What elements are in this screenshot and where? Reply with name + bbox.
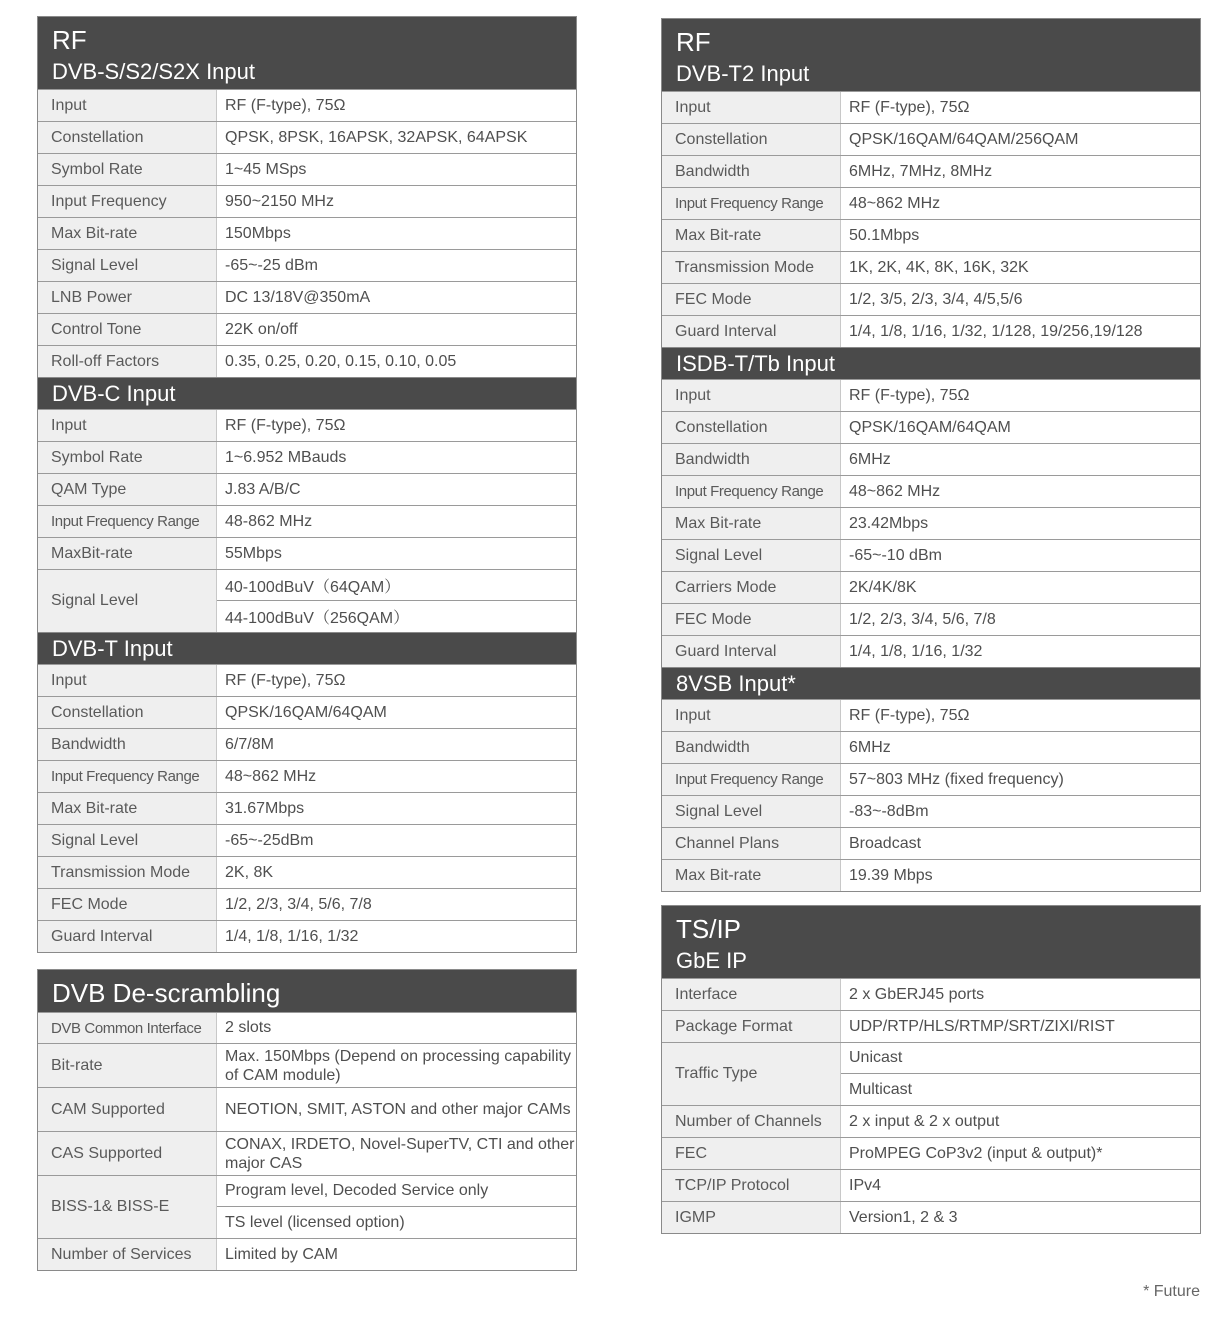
row-value: 48~862 MHz xyxy=(840,188,1200,219)
row-values xyxy=(216,1176,576,1238)
row-label: Control Tone xyxy=(38,314,216,345)
table-row xyxy=(662,1105,1200,1137)
table-row xyxy=(662,187,1200,219)
table-row xyxy=(38,153,576,185)
row-value: 31.67Mbps xyxy=(216,793,576,824)
table-row xyxy=(662,1201,1200,1233)
row-label: Number of Channels xyxy=(662,1106,840,1137)
row-value: CONAX, IRDETO, Novel-SuperTV, CTI and other major CAS xyxy=(216,1132,576,1175)
table-row xyxy=(662,859,1200,891)
row-label: DVB Common Interface xyxy=(38,1013,216,1043)
dvb-t-rows xyxy=(38,664,576,952)
row-label: Transmission Mode xyxy=(38,857,216,888)
row-value: -65~-25 dBm xyxy=(216,250,576,281)
table-row xyxy=(38,249,576,281)
rf-left-table xyxy=(37,16,577,953)
row-label: Max Bit-rate xyxy=(662,508,840,539)
table-row xyxy=(662,763,1200,795)
row-label: Bit-rate xyxy=(38,1044,216,1087)
row-value: UDP/RTP/HLS/RTMP/SRT/ZIXI/RIST xyxy=(840,1011,1200,1042)
traffic-type-values xyxy=(840,1043,1200,1105)
row-label: Symbol Rate xyxy=(38,442,216,473)
row-label: Package Format xyxy=(662,1011,840,1042)
row-value: -83~-8dBm xyxy=(840,796,1200,827)
table-row xyxy=(662,1042,1200,1105)
row-value: -65~-10 dBm xyxy=(840,540,1200,571)
row-value: 150Mbps xyxy=(216,218,576,249)
row-value: 6MHz xyxy=(840,732,1200,763)
row-label: Input xyxy=(662,700,840,731)
row-label: FEC Mode xyxy=(38,889,216,920)
row-value: 1K, 2K, 4K, 8K, 16K, 32K xyxy=(840,252,1200,283)
row-label: IGMP xyxy=(662,1202,840,1233)
table-row xyxy=(38,1012,576,1043)
row-label: FEC xyxy=(662,1138,840,1169)
row-value: QPSK, 8PSK, 16APSK, 32APSK, 64APSK xyxy=(216,122,576,153)
table-row xyxy=(38,728,576,760)
row-label: Symbol Rate xyxy=(38,154,216,185)
row-value: 57~803 MHz (fixed frequency) xyxy=(840,764,1200,795)
table-row xyxy=(662,219,1200,251)
row-value: 1/2, 3/5, 2/3, 3/4, 4/5,5/6 xyxy=(840,284,1200,315)
row-label: Max Bit-rate xyxy=(662,220,840,251)
table-row xyxy=(38,473,576,505)
row-value: DC 13/18V@350mA xyxy=(216,282,576,313)
row-value: 48-862 MHz xyxy=(216,506,576,537)
descrambling-title: DVB De-scrambling xyxy=(38,970,576,1012)
row-value: RF (F-type), 75Ω xyxy=(840,92,1200,123)
row-label: Constellation xyxy=(38,122,216,153)
signal-level-value: 40-100dBuV（64QAM） xyxy=(225,578,401,596)
row-value: 1/4, 1/8, 1/16, 1/32, 1/128, 19/256,19/128 xyxy=(840,316,1200,347)
rf-header xyxy=(38,17,576,89)
row-value: ProMPEG CoP3v2 (input & output)* xyxy=(840,1138,1200,1169)
table-row xyxy=(662,978,1200,1010)
table-row xyxy=(38,281,576,313)
table-row xyxy=(38,664,576,696)
table-row xyxy=(38,1087,576,1131)
dvb-s-rows xyxy=(38,89,576,377)
row-value: 2K/4K/8K xyxy=(840,572,1200,603)
table-row xyxy=(38,121,576,153)
table-row xyxy=(38,1043,576,1087)
8vsb-rows xyxy=(662,699,1200,891)
row-label: Transmission Mode xyxy=(662,252,840,283)
dvb-s-section-title: DVB-S/S2/S2X Input xyxy=(52,59,255,84)
row-value: 950~2150 MHz xyxy=(216,186,576,217)
row-label: Guard Interval xyxy=(662,316,840,347)
row-value: 1~6.952 MBauds xyxy=(216,442,576,473)
table-row xyxy=(38,888,576,920)
row-value: 1/2, 2/3, 3/4, 5/6, 7/8 xyxy=(840,604,1200,635)
dvb-t-section-title: DVB-T Input xyxy=(38,632,576,664)
table-row xyxy=(662,91,1200,123)
row-label: Input Frequency Range xyxy=(38,761,216,792)
dvb-t2-section-title: DVB-T2 Input xyxy=(676,61,810,86)
isdb-section-title: ISDB-T/Tb Input xyxy=(662,347,1200,379)
table-row xyxy=(662,443,1200,475)
rf-title: RF xyxy=(52,25,87,55)
gbe-rows-more xyxy=(662,1105,1200,1233)
row-value: 0.35, 0.25, 0.20, 0.15, 0.10, 0.05 xyxy=(216,346,576,377)
row-label: Channel Plans xyxy=(662,828,840,859)
row-label: MaxBit-rate xyxy=(38,538,216,569)
table-row xyxy=(662,251,1200,283)
row-label: Constellation xyxy=(662,124,840,155)
row-label: Interface xyxy=(662,979,840,1010)
row-value: RF (F-type), 75Ω xyxy=(216,410,576,441)
traffic-type-value: Multicast xyxy=(841,1073,1200,1105)
table-row xyxy=(38,313,576,345)
dvb-c-rows xyxy=(38,409,576,569)
row-value: 2 x GbERJ45 ports xyxy=(840,979,1200,1010)
row-value: RF (F-type), 75Ω xyxy=(840,380,1200,411)
row-label: Input Frequency Range xyxy=(662,188,840,219)
row-label: CAM Supported xyxy=(38,1088,216,1131)
table-row xyxy=(662,827,1200,859)
row-value: J.83 A/B/C xyxy=(216,474,576,505)
table-row xyxy=(662,283,1200,315)
table-row xyxy=(38,856,576,888)
table-row xyxy=(38,1175,576,1238)
row-label: Bandwidth xyxy=(662,156,840,187)
footnote: * Future xyxy=(1143,1283,1200,1300)
tsip-header xyxy=(662,906,1200,978)
rf-right-table xyxy=(661,18,1201,892)
table-row xyxy=(662,155,1200,187)
row-value: 48~862 MHz xyxy=(216,761,576,792)
table-row xyxy=(662,507,1200,539)
row-label: Input xyxy=(38,665,216,696)
row-label: BISS-1& BISS-E xyxy=(38,1176,216,1238)
row-value: 6/7/8M xyxy=(216,729,576,760)
rf-header xyxy=(662,19,1200,91)
row-value: Version1, 2 & 3 xyxy=(840,1202,1200,1233)
signal-level-label: Signal Level xyxy=(38,570,216,632)
row-label: Max Bit-rate xyxy=(38,793,216,824)
traffic-type-value: Unicast xyxy=(849,1049,903,1066)
row-value: 1/2, 2/3, 3/4, 5/6, 7/8 xyxy=(216,889,576,920)
table-row xyxy=(662,123,1200,155)
row-label: Bandwidth xyxy=(38,729,216,760)
row-value: Program level, Decoded Service only xyxy=(225,1182,489,1199)
row-value: IPv4 xyxy=(840,1170,1200,1201)
table-row xyxy=(38,824,576,856)
row-label: Constellation xyxy=(662,412,840,443)
table-row xyxy=(38,89,576,121)
row-value: Limited by CAM xyxy=(216,1239,576,1270)
row-value: Max. 150Mbps (Depend on processing capability of CAM module) xyxy=(216,1044,576,1087)
table-row xyxy=(38,1238,576,1270)
signal-level-value: 44-100dBuV（256QAM） xyxy=(217,600,576,632)
row-label: CAS Supported xyxy=(38,1132,216,1175)
row-value: NEOTION, SMIT, ASTON and other major CAMs xyxy=(216,1088,576,1131)
row-value: QPSK/16QAM/64QAM xyxy=(840,412,1200,443)
row-label: Max Bit-rate xyxy=(38,218,216,249)
table-row xyxy=(662,1010,1200,1042)
row-label: TCP/IP Protocol xyxy=(662,1170,840,1201)
row-value: 1/4, 1/8, 1/16, 1/32 xyxy=(840,636,1200,667)
table-row xyxy=(38,696,576,728)
row-value: 6MHz xyxy=(840,444,1200,475)
table-row xyxy=(662,475,1200,507)
row-value: QPSK/16QAM/64QAM/256QAM xyxy=(840,124,1200,155)
row-value: 2K, 8K xyxy=(216,857,576,888)
row-value: 2 x input & 2 x output xyxy=(840,1106,1200,1137)
row-label: Roll-off Factors xyxy=(38,346,216,377)
row-label: Bandwidth xyxy=(662,732,840,763)
row-label: Number of Services xyxy=(38,1239,216,1270)
row-value: RF (F-type), 75Ω xyxy=(216,665,576,696)
table-row xyxy=(662,379,1200,411)
table-row xyxy=(38,345,576,377)
table-row xyxy=(38,441,576,473)
table-row xyxy=(38,760,576,792)
row-value: 22K on/off xyxy=(216,314,576,345)
isdb-rows xyxy=(662,379,1200,667)
row-label: Input xyxy=(38,90,216,121)
row-value: RF (F-type), 75Ω xyxy=(216,90,576,121)
row-value: QPSK/16QAM/64QAM xyxy=(216,697,576,728)
table-row xyxy=(662,571,1200,603)
table-row xyxy=(662,539,1200,571)
row-value: 48~862 MHz xyxy=(840,476,1200,507)
row-value: 2 slots xyxy=(216,1013,576,1043)
dvb-t2-rows xyxy=(662,91,1200,347)
table-row xyxy=(38,217,576,249)
row-label: Input xyxy=(662,380,840,411)
row-label: Max Bit-rate xyxy=(662,860,840,891)
table-row xyxy=(38,409,576,441)
row-label: Input Frequency xyxy=(38,186,216,217)
table-row xyxy=(662,635,1200,667)
table-row xyxy=(662,795,1200,827)
row-label: Input Frequency Range xyxy=(662,476,840,507)
table-row xyxy=(662,1169,1200,1201)
table-row xyxy=(38,792,576,824)
row-value: 19.39 Mbps xyxy=(840,860,1200,891)
row-value: 23.42Mbps xyxy=(840,508,1200,539)
row-value: Broadcast xyxy=(840,828,1200,859)
table-row xyxy=(662,315,1200,347)
row-label: Input xyxy=(662,92,840,123)
row-label: Guard Interval xyxy=(38,921,216,952)
tsip-table xyxy=(661,905,1201,1234)
row-label: Input Frequency Range xyxy=(662,764,840,795)
row-value: 1/4, 1/8, 1/16, 1/32 xyxy=(216,921,576,952)
row-value: RF (F-type), 75Ω xyxy=(840,700,1200,731)
row-label: Guard Interval xyxy=(662,636,840,667)
row-label: Signal Level xyxy=(662,540,840,571)
row-value: 55Mbps xyxy=(216,538,576,569)
table-row xyxy=(662,411,1200,443)
table-row xyxy=(662,699,1200,731)
signal-level-values xyxy=(216,570,576,632)
row-value: -65~-25dBm xyxy=(216,825,576,856)
table-row xyxy=(662,731,1200,763)
dvb-c-section-title: DVB-C Input xyxy=(38,377,576,409)
row-label: Signal Level xyxy=(38,250,216,281)
gbe-rows xyxy=(662,978,1200,1042)
traffic-type-label: Traffic Type xyxy=(662,1043,840,1105)
row-label: Constellation xyxy=(38,697,216,728)
rf-title: RF xyxy=(676,27,711,57)
row-label: Signal Level xyxy=(662,796,840,827)
row-label: FEC Mode xyxy=(662,604,840,635)
row-value: 6MHz, 7MHz, 8MHz xyxy=(840,156,1200,187)
row-label: QAM Type xyxy=(38,474,216,505)
row-label: LNB Power xyxy=(38,282,216,313)
table-row xyxy=(38,569,576,632)
table-row xyxy=(38,920,576,952)
row-value: TS level (licensed option) xyxy=(217,1206,576,1238)
descrambling-table xyxy=(37,969,577,1271)
table-row xyxy=(38,185,576,217)
8vsb-section-title: 8VSB Input* xyxy=(662,667,1200,699)
row-value: 50.1Mbps xyxy=(840,220,1200,251)
row-value: 1~45 MSps xyxy=(216,154,576,185)
table-row xyxy=(662,1137,1200,1169)
row-label: Bandwidth xyxy=(662,444,840,475)
table-row xyxy=(38,505,576,537)
table-row xyxy=(38,537,576,569)
row-label: Signal Level xyxy=(38,825,216,856)
row-label: FEC Mode xyxy=(662,284,840,315)
table-row xyxy=(38,1131,576,1175)
row-label: Input xyxy=(38,410,216,441)
row-label: Input Frequency Range xyxy=(38,506,216,537)
gbe-ip-section-title: GbE IP xyxy=(676,948,747,973)
row-label: Carriers Mode xyxy=(662,572,840,603)
tsip-title: TS/IP xyxy=(676,914,742,944)
table-row xyxy=(662,603,1200,635)
